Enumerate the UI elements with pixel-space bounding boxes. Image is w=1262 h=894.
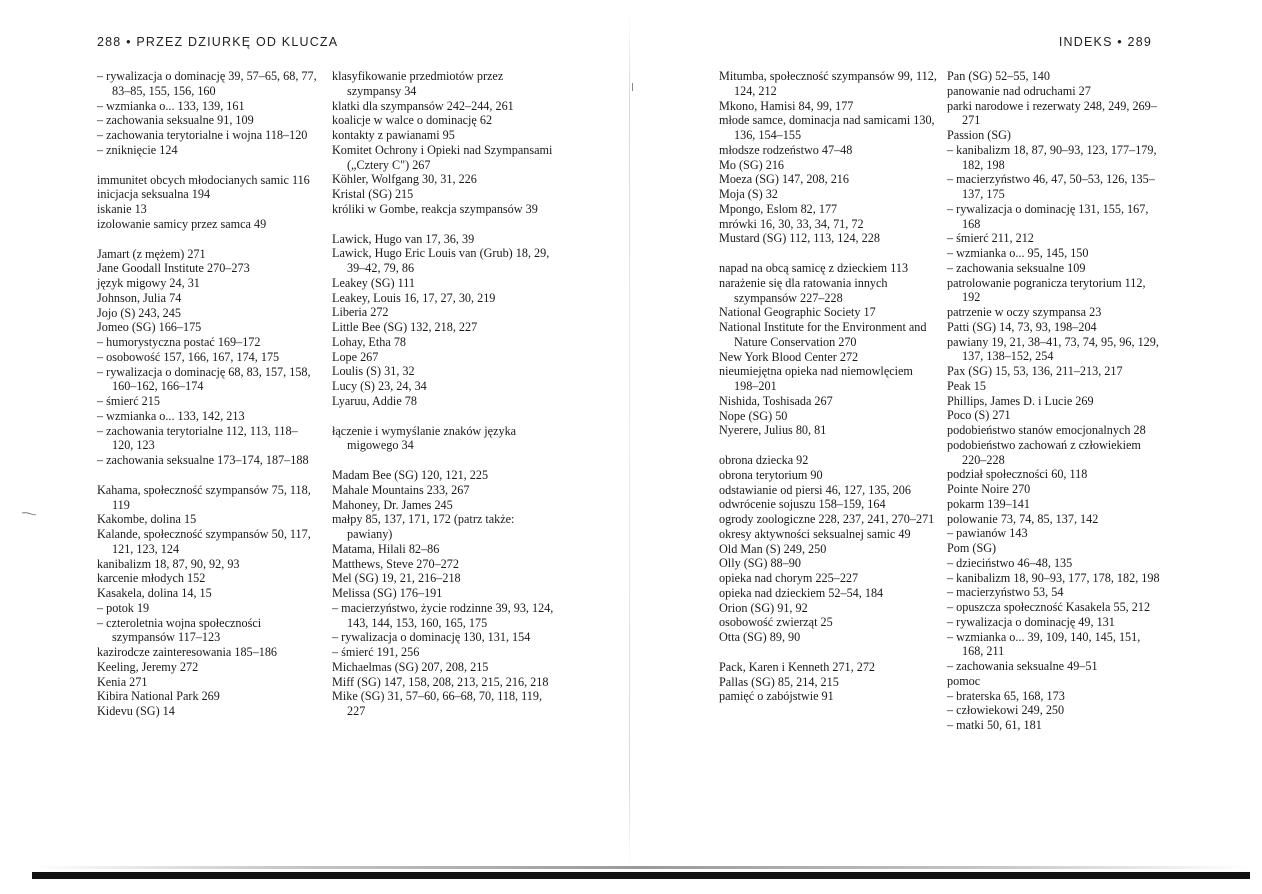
letter-group-gap [97,232,319,247]
index-entry: Orion (SG) 91, 92 [719,600,808,615]
index-entry: Nope (SG) 50 [719,408,788,423]
index-subentry: – wzmianka o... 39, 109, 140, 145, 151, 168, 211 [947,629,1141,659]
index-entry: Mel (SG) 19, 21, 216–218 [332,571,461,586]
index-entry: Matthews, Steve 270–272 [332,556,459,571]
index-entry: Melissa (SG) 176–191 [332,586,443,600]
index-subentry: – kanibalizm 18, 87, 90–93, 123, 177–179, 182, 198 [947,142,1157,172]
index-subentry: – zachowania seksualne 91, 109 [97,113,254,128]
index-subentry: – człowiekowi 249, 250 [947,703,1065,718]
index-entry: patrolowanie pogranicza terytorium 112, 192 [947,275,1146,305]
right-page [631,0,1262,894]
index-subentry: – potok 19 [97,600,150,615]
index-entry: Kalande, społeczność szympansów 50, 117, 121, 123, 124 [97,527,311,556]
index-entry: Peak 15 [947,378,986,393]
index-entry: Madam Bee (SG) 120, 121, 225 [332,468,489,482]
index-entry: króliki w Gombe, reakcja szympansów 39 [332,201,538,216]
index-entry: odwrócenie sojuszu 158–159, 164 [719,497,886,512]
index-entry: izolowanie samicy przez samca 49 [97,216,267,231]
index-entry: klatki dla szympansów 242–244, 261 [332,98,514,113]
index-entry: osobowość zwierząt 25 [719,615,833,630]
index-entry: Pack, Karen i Kenneth 271, 272 [719,659,876,674]
index-entry: podział społeczności 60, 118 [947,467,1088,482]
index-column-3 [719,69,937,704]
index-subentry: – osobowość 157, 166, 167, 174, 175 [97,349,280,364]
index-entry: podobieństwo stanów emocjonalnych 28 [947,423,1146,437]
index-entry: opieka nad dzieckiem 52–54, 184 [719,585,884,600]
letter-group-gap [719,246,937,261]
index-subentry: – zachowania terytorialne 112, 113, 118–120, 123 [97,423,298,453]
index-entry: Passion (SG) [947,128,1011,142]
index-entry: ogrody zoologiczne 228, 237, 241, 270–271 [719,512,935,526]
index-entry: Leakey (SG) 111 [332,275,416,290]
index-subentry: – zachowania seksualne 109 [947,260,1086,275]
index-entry: Mitumba, społeczność szympansów 99, 112, 124, 212 [719,69,937,98]
index-subentry: – rywalizacja o dominację 131, 155, 167, 168 [947,201,1149,231]
index-entry: Miff (SG) 147, 158, 208, 213, 215, 216, 218 [332,674,549,689]
index-entry: Köhler, Wolfgang 30, 31, 226 [332,172,477,187]
index-subentry: – rywalizacja o dominację 68, 83, 157, 158, 160–162, 166–174 [97,364,311,394]
index-entry: mrówki 16, 30, 33, 34, 71, 72 [719,216,864,231]
index-entry: Kenia 271 [97,674,148,689]
letter-group-gap [97,468,319,483]
index-entry: Lawick, Hugo Eric Louis van (Grub) 18, 29, 39–42, 79, 86 [332,246,550,275]
letter-group-gap [97,158,319,173]
index-entry: okresy aktywności seksualnej samic 49 [719,526,911,541]
scan-bottom-edge [32,872,1250,879]
index-entry: Jane Goodall Institute 270–273 [97,261,250,276]
index-subentry: – wzmianka o... 133, 142, 213 [97,408,245,423]
index-entry: Olly (SG) 88–90 [719,556,801,571]
index-entry: Mike (SG) 31, 57–60, 66–68, 70, 118, 119, 227 [332,689,543,718]
index-subentry: – macierzyństwo, życie rodzinne 39, 93, 124, 143, 144, 153, 160, 165, 175 [332,600,554,630]
index-entry: Mo (SG) 216 [719,157,785,172]
index-entry: Kidevu (SG) 14 [97,704,175,718]
index-entry: Kristal (SG) 215 [332,187,414,201]
index-entry: Pointe Noire 270 [947,482,1031,496]
index-subentry: – zniknięcie 124 [97,142,178,157]
index-entry: immunitet obcych młodocianych samic 116 [97,172,310,187]
index-entry: Lyaruu, Addie 78 [332,393,417,408]
index-entry: opieka nad chorym 225–227 [719,571,859,585]
index-entry: Nyerere, Julius 80, 81 [719,423,827,438]
index-subentry: – rywalizacja o dominację 49, 131 [947,614,1115,629]
index-subentry: – zachowania seksualne 173–174, 187–188 [97,453,309,467]
index-subentry: – śmierć 215 [97,394,160,408]
index-entry: pawiany 19, 21, 38–41, 73, 74, 95, 96, 129, 137, 138–152, 254 [947,334,1159,364]
index-entry: polowanie 73, 74, 85, 137, 142 [947,511,1099,526]
index-entry: odstawianie od piersi 46, 127, 135, 206 [719,482,911,497]
running-head-left: 288 • PRZEZ DZIURKĘ OD KLUCZA [97,35,339,49]
index-subentry: – matki 50, 61, 181 [947,718,1042,732]
index-entry: Phillips, James D. i Lucie 269 [947,393,1094,408]
index-entry: parki narodowe i rezerwaty 248, 249, 269–271 [947,98,1157,128]
index-entry: karcenie młodych 152 [97,571,206,586]
index-entry: panowanie nad odruchami 27 [947,83,1091,98]
index-entry: Mahoney, Dr. James 245 [332,497,453,512]
index-entry: Lohay, Etha 78 [332,334,407,349]
index-entry: małpy 85, 137, 171, 172 (patrz także: pawiany) [332,512,515,541]
index-entry: Pan (SG) 52–55, 140 [947,69,1050,83]
index-entry: Komitet Ochrony i Opieki nad Szympansami („Cztery C") 267 [332,142,553,172]
gutter-mark [632,83,633,91]
index-entry: Pom (SG) [947,541,997,555]
index-entry: Mpongo, Eslom 82, 177 [719,201,838,216]
index-entry: pomoc [947,673,981,688]
index-entry: Lawick, Hugo van 17, 36, 39 [332,231,475,246]
index-entry: iskanie 13 [97,202,147,216]
index-entry: New York Blood Center 272 [719,349,859,364]
index-subentry: – wzmianka o... 133, 139, 161 [97,98,245,113]
index-subentry: – braterska 65, 168, 173 [947,688,1065,703]
index-entry: Lope 267 [332,349,379,364]
index-entry: Leakey, Louis 16, 17, 27, 30, 219 [332,290,496,305]
index-entry: Jojo (S) 243, 245 [97,305,181,320]
index-entry: Mahale Mountains 233, 267 [332,482,470,497]
index-entry: Little Bee (SG) 132, 218, 227 [332,320,478,334]
index-entry: kontakty z pawianami 95 [332,128,455,142]
index-entry: Kahama, społeczność szympansów 75, 118, 119 [97,482,311,512]
index-entry: obrona terytorium 90 [719,467,823,482]
scan-shadow [32,866,1250,869]
index-entry: Pallas (SG) 85, 214, 215 [719,674,839,689]
index-subentry: – zachowania seksualne 49–51 [947,659,1098,673]
index-subentry: – humorystyczna postać 169–172 [97,335,261,349]
index-entry: Loulis (S) 31, 32 [332,364,415,379]
letter-group-gap [332,217,554,232]
index-entry: kanibalizm 18, 87, 90, 92, 93 [97,556,240,571]
index-subentry: – rywalizacja o dominację 130, 131, 154 [332,630,531,645]
index-entry: podobieństwo zachowań z człowiekiem 220–228 [947,437,1141,467]
index-entry: Old Man (S) 249, 250 [719,541,827,556]
index-entry: patrzenie w oczy szympansa 23 [947,305,1102,319]
index-entry: narażenie się dla ratowania innych szympansów 227–228 [719,275,888,305]
index-entry: młodsze rodzeństwo 47–48 [719,142,853,157]
index-entry: Nishida, Toshisada 267 [719,393,833,408]
running-head-right: INDEKS • 289 [1058,35,1152,49]
index-entry: Moeza (SG) 147, 208, 216 [719,172,849,187]
index-entry: Kibira National Park 269 [97,689,220,704]
index-subentry: – macierzyństwo 53, 54 [947,585,1064,600]
index-entry: Jomeo (SG) 166–175 [97,320,202,335]
index-entry: Michaelmas (SG) 207, 208, 215 [332,659,489,674]
index-entry: nieumiejętna opieka nad niemowlęciem 198–201 [719,364,913,393]
index-entry: National Geographic Society 17 [719,305,876,320]
index-subentry: – opuszcza społeczność Kasakela 55, 212 [947,600,1151,614]
index-entry: Mkono, Hamisi 84, 99, 177 [719,98,854,113]
index-entry: napad na obcą samicę z dzieckiem 113 [719,261,909,275]
index-entry: Pax (SG) 15, 53, 136, 211–213, 217 [947,364,1123,378]
letter-group-gap [332,409,554,424]
index-entry: kazirodcze zainteresowania 185–186 [97,645,278,659]
index-entry: Mustard (SG) 112, 113, 124, 228 [719,231,880,246]
index-entry: język migowy 24, 31 [97,276,200,290]
index-subentry: – macierzyństwo 46, 47, 50–53, 126, 135–137, 175 [947,172,1155,201]
index-entry: Liberia 272 [332,305,389,320]
index-entry: Jamart (z mężem) 271 [97,246,206,261]
index-subentry: – rywalizacja o dominację 39, 57–65, 68, 77, 83–85, 155, 156, 160 [97,69,317,98]
index-entry: obrona dziecka 92 [719,453,809,467]
index-entry: Otta (SG) 89, 90 [719,630,801,644]
letter-group-gap [719,438,937,453]
index-entry: pokarm 139–141 [947,496,1030,511]
letter-group-gap [719,645,937,660]
index-entry: młode samce, dominacja nad samicami 130, 136, 154–155 [719,113,935,142]
index-entry: Johnson, Julia 74 [97,290,182,305]
index-subentry: – czteroletnia wojna społeczności szympansów 117–123 [97,615,262,645]
index-subentry: – dzieciństwo 46–48, 135 [947,555,1073,570]
index-entry: Keeling, Jeremy 272 [97,659,199,674]
scan-mark [22,512,36,516]
index-subentry: – wzmianka o... 95, 145, 150 [947,246,1089,260]
index-entry: Kakombe, dolina 15 [97,512,197,527]
index-entry: koalicje w walce o dominację 62 [332,113,493,128]
index-entry: Poco (S) 271 [947,408,1011,423]
index-subentry: – pawianów 143 [947,526,1028,541]
index-entry: Lucy (S) 23, 24, 34 [332,379,427,393]
index-column-4 [947,69,1163,733]
index-entry: inicjacja seksualna 194 [97,187,211,202]
index-entry: klasyfikowanie przedmiotów przez szympansy 34 [332,69,504,98]
index-entry: Patti (SG) 14, 73, 93, 198–204 [947,319,1097,334]
index-entry: Matama, Hilali 82–86 [332,541,440,556]
index-entry: National Institute for the Environment and Nature Conservation 270 [719,320,927,349]
index-subentry: – śmierć 191, 256 [332,645,420,659]
index-entry: Kasakela, dolina 14, 15 [97,586,212,600]
book-gutter [629,10,630,870]
index-entry: łączenie i wymyślanie znaków języka migowego 34 [332,423,517,453]
index-entry: Moja (S) 32 [719,187,778,201]
index-subentry: – zachowania terytorialne i wojna 118–120 [97,128,308,142]
index-entry: pamięć o zabójstwie 91 [719,689,834,704]
letter-group-gap [332,453,554,468]
index-column-2 [332,69,554,719]
index-subentry: – śmierć 211, 212 [947,231,1034,246]
index-column-1 [97,69,319,719]
index-subentry: – kanibalizm 18, 90–93, 177, 178, 182, 198 [947,570,1160,585]
